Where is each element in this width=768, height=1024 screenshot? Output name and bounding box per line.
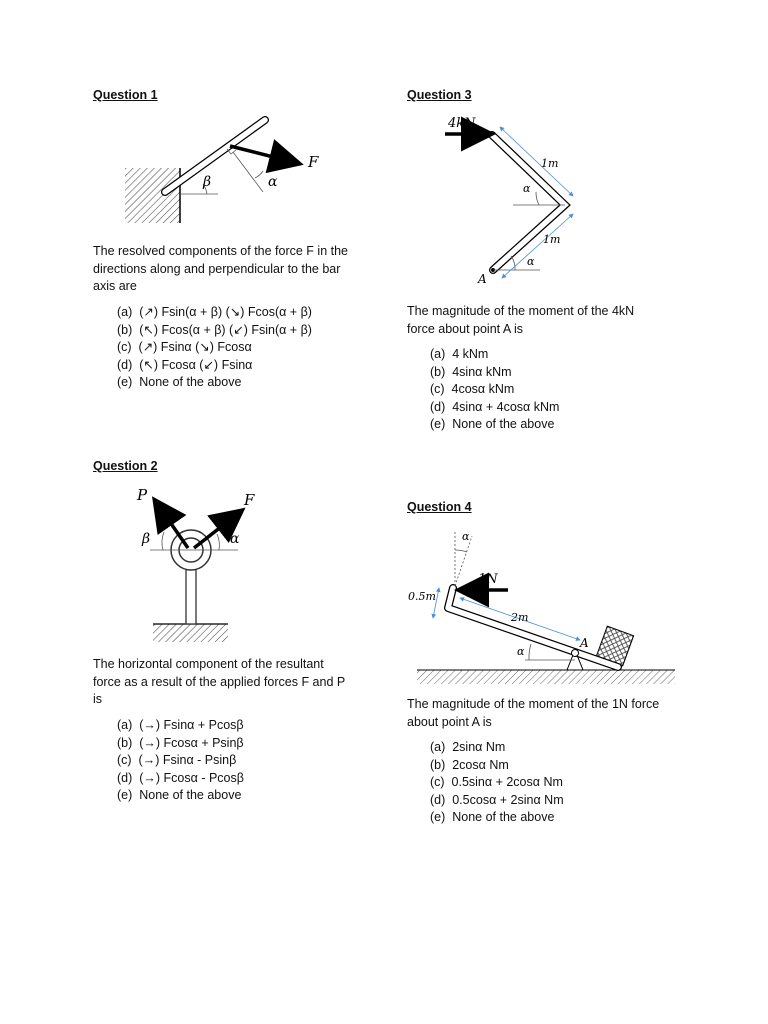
question-3-title: Question 3 <box>407 88 472 102</box>
prompt-line: is <box>93 692 103 706</box>
option-a[interactable]: (a) 4 kNm <box>430 347 489 361</box>
prompt-line: axis are <box>93 279 137 293</box>
option-e[interactable]: (e) None of the above <box>117 788 242 803</box>
question-1-prompt <box>93 243 348 296</box>
inclined-bar <box>165 120 265 192</box>
option-c[interactable]: (c) 0.5sinα + 2cosα Nm <box>430 775 563 790</box>
point-a-label: A <box>478 272 487 286</box>
force-p-label: P <box>137 486 148 504</box>
option-e[interactable]: (e) None of the above <box>430 810 555 825</box>
question-1-figure <box>115 108 335 228</box>
question-2-figure <box>120 482 270 647</box>
option-e[interactable]: (e) None of the above <box>430 417 555 432</box>
question-3-figure <box>440 110 600 290</box>
force-p-arrow <box>156 502 188 548</box>
question-2-title: Question 2 <box>93 459 158 473</box>
option-c[interactable]: (c) (↗) Fsinα (↘) Fcosα <box>117 340 252 355</box>
angle-beta-label: β <box>142 531 151 547</box>
length-05m-label: 0.5m <box>408 590 436 603</box>
angle-alpha-label: α <box>268 174 278 190</box>
angle-alpha-bottom-label: α <box>527 255 535 268</box>
angle-alpha-top-label: α <box>462 530 470 543</box>
prompt-line: The magnitude of the moment of the 1N force <box>407 697 660 711</box>
question-2-options <box>117 717 244 805</box>
prompt-line: The magnitude of the moment of the 4kN <box>407 304 635 318</box>
option-d[interactable]: (d) 0.5cosα + 2sinα Nm <box>430 792 564 807</box>
question-1-title: Question 1 <box>93 88 158 102</box>
option-a[interactable]: (a) (→) Fsinα + Pcosβ <box>117 718 244 732</box>
force-4kn-label: 4kN <box>448 116 476 131</box>
point-a-pin <box>572 650 579 657</box>
prompt-line: The horizontal component of the resultant <box>93 657 324 671</box>
force-f-arrow <box>230 146 297 163</box>
wall-hatch <box>125 168 180 223</box>
option-a[interactable]: (a) 2sinα Nm <box>430 740 506 754</box>
question-3-prompt <box>407 303 634 338</box>
option-b[interactable]: (b) (→) Fcosα + Psinβ <box>117 735 244 750</box>
force-f-label: F <box>308 153 319 171</box>
option-b[interactable]: (b) 2cosα Nm <box>430 757 509 772</box>
option-b[interactable]: (b) 4sinα kNm <box>430 364 512 379</box>
option-c[interactable]: (c) 4cosα kNm <box>430 382 515 397</box>
prompt-line: directions along and perpendicular to the bar <box>93 261 341 276</box>
ground-hatch <box>417 670 675 684</box>
lever-bar <box>448 588 618 667</box>
question-4-title: Question 4 <box>407 500 472 514</box>
length-1m-bottom-label: 1m <box>543 233 561 246</box>
prompt-line: force as a result of the applied forces F and P <box>93 674 346 689</box>
post <box>186 568 196 624</box>
length-1m-top-label: 1m <box>541 157 559 170</box>
ground-hatch <box>153 624 228 642</box>
length-2m-label: 2m <box>511 611 529 624</box>
point-a-label: A <box>580 636 589 650</box>
question-4-options <box>430 739 564 827</box>
option-c[interactable]: (c) (→) Fsinα - Psinβ <box>117 753 237 768</box>
angle-alpha-label: α <box>230 531 240 547</box>
angle-beta-label: β <box>203 174 212 190</box>
angle-alpha-bottom-label: α <box>517 645 525 658</box>
option-d[interactable]: (d) (→) Fcosα - Pcosβ <box>117 770 244 785</box>
option-d[interactable]: (d) 4sinα + 4cosα kNm <box>430 399 560 414</box>
angle-alpha-top-label: α <box>523 182 531 195</box>
question-4-figure <box>405 522 680 687</box>
bent-bar <box>492 135 565 270</box>
question-4-prompt <box>407 696 659 731</box>
prompt-line: force about point A is <box>407 321 524 336</box>
question-1-options <box>117 304 312 392</box>
option-a[interactable]: (a) (↗) Fsin(α + β) (↘) Fcos(α + β) <box>117 305 312 319</box>
question-2-prompt <box>93 656 345 709</box>
option-d[interactable]: (d) (↖) Fcosα (↙) Fsinα <box>117 357 253 372</box>
question-3-options <box>430 346 559 434</box>
force-1n-label: 1N <box>478 572 498 587</box>
option-b[interactable]: (b) (↖) Fcos(α + β) (↙) Fsin(α + β) <box>117 322 312 337</box>
option-e[interactable]: (e) None of the above <box>117 375 242 390</box>
prompt-line: The resolved components of the force F in the <box>93 244 348 258</box>
force-f-label: F <box>244 491 255 509</box>
prompt-line: about point A is <box>407 714 492 729</box>
